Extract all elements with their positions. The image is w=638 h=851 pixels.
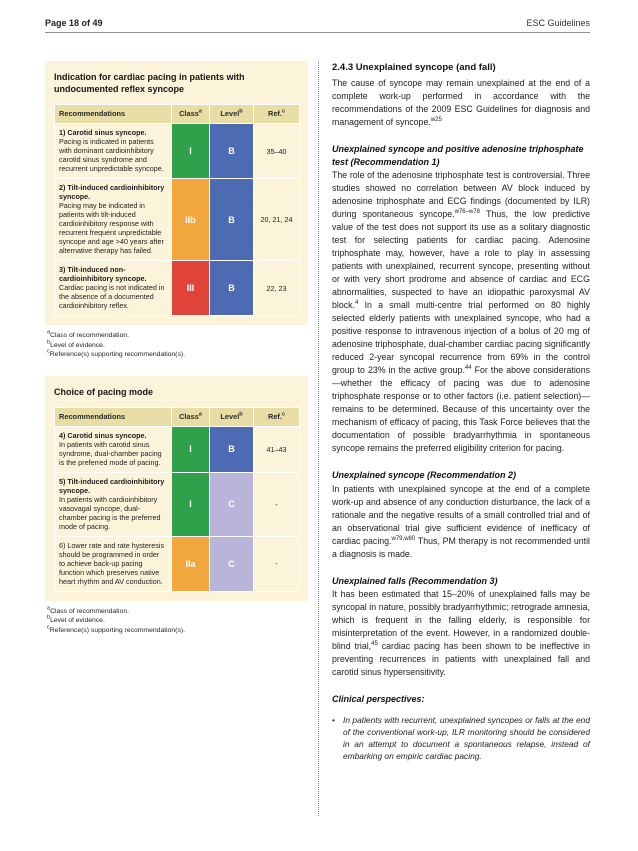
table1-footnotes: [47, 331, 308, 360]
bullet-text: In patients with recurrent, unexplained syncopes or falls at the end of the conventional work-up, ILR monitoring should be considered in an attempt to document a spontaneous relapse, instead of embarking on empiric cardiac pacing.: [343, 714, 590, 761]
reference-superscript: w79,w80: [391, 535, 416, 542]
level-cell: B: [210, 124, 254, 179]
right-column: [318, 61, 590, 816]
left-column: [45, 61, 308, 816]
footnote: $^b$Level of evidence.: [47, 614, 105, 624]
footnote: $^a$Class of recommendation.: [47, 605, 130, 615]
level-cell: C: [210, 536, 254, 591]
paragraph-recommendation2: In patients with unexplained syncope at the end of a complete work-up and absence of any conduction disturbance, the lack of a rationale and the negative results of a small controlled trial and of an observational trial give sufficient evidence of inefficacy of cardiac pacing.$^{w79,w80}$ Thus, PM therapy is not recommended until a diagnosis is made.: [332, 483, 591, 559]
subsection-heading-recommendation2: Unexplained syncope (Recommendation 2): [332, 470, 517, 480]
footnote: $^c$Reference(s) supporting recommendation(s).: [47, 624, 185, 634]
journal-name: ESC Guidelines: [526, 18, 590, 28]
level-cell: B: [210, 426, 254, 472]
level-cell: B: [210, 261, 254, 316]
level-cell: C: [210, 472, 254, 536]
class-cell: I: [172, 472, 210, 536]
table-row: [55, 261, 300, 316]
table1-title: Indication for cardiac pacing in patients with undocumented reflex syncope: [54, 72, 245, 94]
column-header-class: Class$^a$: [172, 105, 210, 124]
class-cell: III: [172, 261, 210, 316]
reference-superscript: 45: [371, 641, 378, 648]
reference-superscript: 44: [464, 365, 472, 372]
footnote: $^a$Class of recommendation.: [47, 329, 130, 339]
bullet-icon: •: [332, 714, 335, 725]
class-cell: I: [172, 124, 210, 179]
recommendation-cell: 4) Carotid sinus syncope. In patients with carotid sinus syndrome, dual-chamber pacing is the preferred mode of pacing.: [55, 426, 172, 472]
column-header-ref: Ref.$^c$: [254, 105, 300, 124]
table1-header-row: [55, 105, 300, 124]
recommendation-cell: 6) Lower rate and rate hysteresis should be programmed in order to achieve back-up pacing function which preserves native heart rhythm and AV conduction.: [55, 536, 172, 591]
table2-recommendations-table: [54, 407, 300, 592]
table2-header-row: [55, 407, 300, 426]
table-row: [55, 124, 300, 179]
ref-cell: 20, 21, 24: [254, 179, 300, 261]
paragraph-recommendation1: The role of the adenosine triphosphate test is controversial. Three studies showed no correlation between AV block induced by adenosine triphosphate and ECG findings (documented by ILR) during spontaneous syncope.$^{w76-w78}$ Thus, the low predictive value of the test does not support its use as a solitary diagnostic test for selecting patients for cardiac pacing. Adenosine triphosphate may, however, have a role to play in assessing patients with unexplained, recurrent syncope, presenting without or with very short prodrome and absence of cardiac and ECG abnormalities, suspected to have an idiopathic paroxysmal AV block.$^4$ In a small multi-centre trial performed on 80 highly selected elderly patients with unexplained syncope, who had a positive response to intravenous injection of a bolus of 20 mg of adenosine triphosphate, dual-chamber cardiac pacing significantly reduced 2-year syncopal recurrence from 69% in the control group to 23% in the active group.$^{44}$ For the above considerations—whether the efficacy of pacing was due to adenosine triphosphate response or to other factors (i.e. patient selection)—remains to be determined. Because of this uncertainty over the mechanism of efficacy of pacing, this Task Force believes that the documentation of possible bradyarrhythmia in spontaneous syncope remains the preferred eligibility criterion for pacing.: [332, 170, 590, 453]
class-cell: IIb: [172, 179, 210, 261]
column-header-level: Level$^b$: [210, 105, 254, 124]
reference-superscript: 4: [354, 300, 359, 307]
recommendation-cell: 2) Tilt-induced cardioinhibitory syncope. Pacing may be indicated in patients with tilt-induced cardioinhibitory response with recurrent frequent unpredictable syncope and age >40 years after alternative therapy has failed.: [55, 179, 172, 261]
column-header-class: Class$^a$: [172, 407, 210, 426]
column-header-recommendations: Recommendations: [55, 105, 172, 124]
table2-footnotes: [47, 607, 308, 636]
level-cell: B: [210, 179, 254, 261]
table-box-reflex-syncope: [45, 61, 308, 325]
column-header-level: Level$^b$: [210, 407, 254, 426]
clinical-perspectives-bullet: [332, 714, 590, 762]
page-number: Page 18 of 49: [45, 18, 103, 28]
recommendation-cell: 5) Tilt-induced cardioinhibitory syncope. In patients with cardioinhibitory vasovagal syncope, dual-chamber pacing is the preferred mode of pacing.: [55, 472, 172, 536]
ref-cell: -: [254, 472, 300, 536]
clinical-perspectives-heading: Clinical perspectives:: [332, 694, 425, 704]
reference-superscript: w76–w78: [454, 209, 480, 216]
paragraph-recommendation3: It has been estimated that 15–20% of unexplained falls may be syncopal in nature, possibly bradyarrhythmic; retrograde amnesia, which is frequent in the falling elderly, is responsible for misinterpretation of the event. However, in a randomized double-blind trial,$^{45}$ cardiac pacing has been shown to be ineffective in preventing recurrences in patients with unexplained fall and carotid sinus hypersensitivity.: [332, 589, 591, 677]
ref-cell: -: [254, 536, 300, 591]
ref-cell: 41–43: [254, 426, 300, 472]
ref-cell: 22, 23: [254, 261, 300, 316]
table-box-pacing-mode: [45, 376, 308, 601]
table2-title: Choice of pacing mode: [54, 386, 154, 397]
paragraph-intro: The cause of syncope may remain unexplained at the end of a complete work-up performed in accordance with the recommendations of the 2009 ESC Guidelines for diagnosis and management of syncope.$^{w25}$: [332, 78, 590, 127]
table-row: [55, 536, 300, 591]
subsection-heading-recommendation3: Unexplained falls (Recommendation 3): [332, 575, 498, 586]
recommendation-cell: 3) Tilt-induced non-cardioinhibitory syncope. Cardiac pacing is not indicated in the absence of a documented cardioinhibitory reflex.: [55, 261, 172, 316]
recommendation-cell: 1) Carotid sinus syncope. Pacing is indicated in patients with dominant cardioinhibitory carotid sinus syndrome and recurrent unpredictable syncope.: [55, 124, 172, 179]
footnote: $^c$Reference(s) supporting recommendation(s).: [47, 348, 185, 358]
column-header-ref: Ref.$^c$: [254, 407, 300, 426]
section-title: 2.4.3 Unexplained syncope (and fall): [332, 62, 496, 73]
ref-cell: 35–40: [254, 124, 300, 179]
table1-recommendations-table: [54, 104, 300, 316]
reference-superscript: w25: [430, 117, 442, 124]
table-row: [55, 472, 300, 536]
page-content: [45, 61, 590, 816]
footnote: $^b$Level of evidence.: [47, 339, 105, 349]
subsection-heading-recommendation1: Unexplained syncope and positive adenosine triphosphate test (Recommendation 1): [332, 144, 584, 167]
column-header-recommendations: Recommendations: [55, 407, 172, 426]
class-cell: I: [172, 426, 210, 472]
class-cell: IIa: [172, 536, 210, 591]
page-header: [45, 18, 590, 33]
table-row: [55, 179, 300, 261]
table-row: [55, 426, 300, 472]
